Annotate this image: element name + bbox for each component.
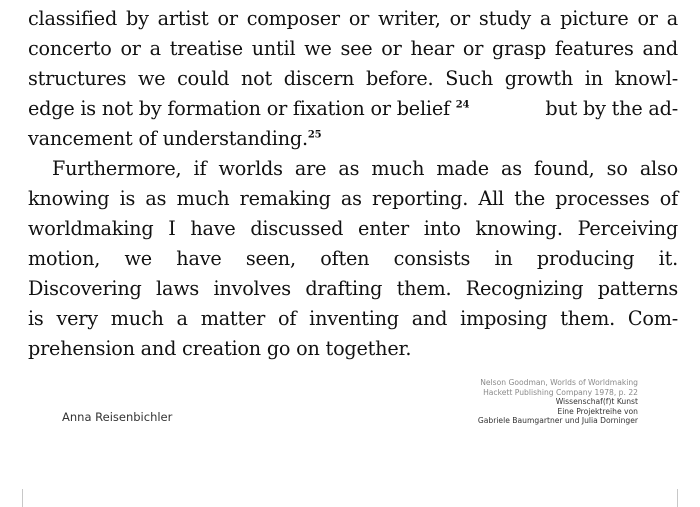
project-line: Eine Projektreihe von <box>557 406 638 416</box>
citation-line: Nelson Goodman, Worlds of Worldmaking <box>480 378 638 387</box>
footnote-marker: 24 <box>455 99 470 111</box>
quote-line: is very much a matter of inventing and imposing them. Com- <box>28 307 678 330</box>
quote-line: Discovering laws involves drafting them. Recognizing patterns <box>28 277 678 300</box>
quote-line-part: edge is not by formation or fixation or belief <box>28 97 450 120</box>
crop-mark <box>677 489 678 507</box>
citation-line: Hackett Publishing Company 1978, p. 22 <box>483 387 638 397</box>
footnote-marker: 25 <box>307 129 322 141</box>
quote-line: knowing is as much remaking as reporting. All the processes of <box>28 187 678 210</box>
quote-line-part: but by the ad- <box>545 97 678 120</box>
quote-line: prehension and creation go on together. <box>28 337 412 360</box>
author-name: Anna Reisenbichler <box>62 410 173 424</box>
quote-line: worldmaking I have discussed enter into knowing. Perceiving <box>28 217 678 240</box>
project-credit <box>478 397 638 426</box>
quote-line: classified by artist or composer or writer, or study a picture or a <box>28 7 678 30</box>
project-line: Gabriele Baumgartner und Julia Dorninger <box>477 416 638 425</box>
citation <box>480 378 638 397</box>
quote-text <box>28 4 678 364</box>
quote-line: concerto or a treatise until we see or hear or grasp features and <box>28 37 678 60</box>
quote-line-with-footnote <box>28 124 678 154</box>
quote-line: structures we could not discern before. Such growth in knowl- <box>28 67 678 90</box>
quote-line-part: vancement of understanding. <box>28 127 308 150</box>
project-line: Wissenschaf(f)t Kunst <box>555 397 638 406</box>
quote-line-with-footnote <box>28 94 678 124</box>
quote-line: motion, we have seen, often consists in producing it. <box>28 247 678 270</box>
quote-line: Furthermore, if worlds are as much made as found, so also <box>52 157 678 180</box>
crop-mark <box>22 489 23 507</box>
